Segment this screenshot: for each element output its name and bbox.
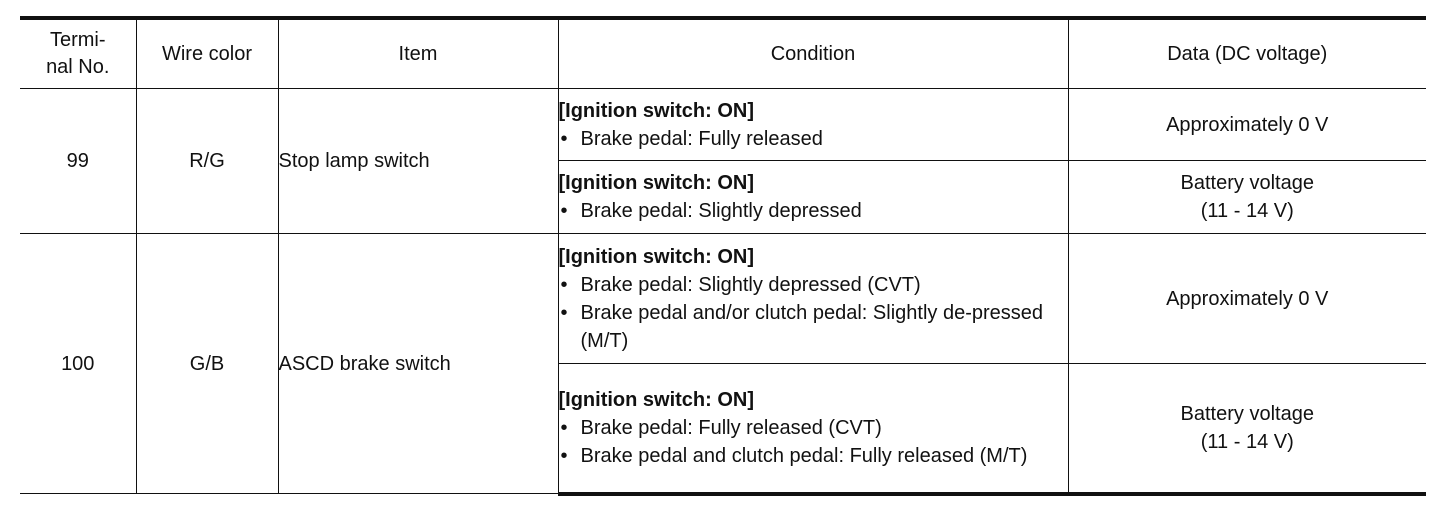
condition-bullet: • Brake pedal and/or clutch pedal: Slightly de-pressed (M/T)	[559, 299, 1068, 355]
data-value: Battery voltage	[1180, 172, 1314, 194]
header-terminal-no	[20, 18, 136, 89]
condition-cell	[558, 89, 1068, 161]
data-value-range: (11 - 14 V)	[1200, 200, 1294, 222]
condition-list	[559, 125, 1068, 153]
data-value-range: (11 - 14 V)	[1200, 430, 1294, 453]
data-value: Battery voltage	[1180, 402, 1314, 425]
condition-title: [Ignition switch: ON]	[558, 172, 755, 194]
condition-cell	[558, 234, 1068, 364]
condition-title: [Ignition switch: ON]	[558, 388, 755, 411]
condition-bullet: • Brake pedal and clutch pedal: Fully released (M/T)	[559, 442, 1068, 470]
terminal-no-cell: 99	[20, 89, 136, 234]
condition-bullet: • Brake pedal: Slightly depressed	[559, 197, 1068, 225]
item-cell: Stop lamp switch	[278, 89, 558, 234]
data-cell	[1068, 234, 1426, 364]
header-data: Data (DC voltage)	[1068, 18, 1426, 89]
header-condition: Condition	[558, 18, 1068, 89]
condition-cell	[558, 161, 1068, 234]
data-value: Approximately 0 V	[1166, 287, 1329, 310]
condition-list	[559, 271, 1068, 355]
header-item: Item	[278, 18, 558, 89]
condition-cell	[558, 364, 1068, 494]
data-cell	[1068, 364, 1426, 494]
header-terminal-line1: Termi-	[49, 29, 106, 51]
data-cell	[1068, 161, 1426, 234]
condition-title: [Ignition switch: ON]	[558, 99, 755, 122]
data-value: Approximately 0 V	[1166, 113, 1329, 136]
table-row	[20, 234, 1426, 364]
wire-color-cell: G/B	[136, 234, 278, 494]
condition-list	[559, 197, 1068, 225]
item-cell: ASCD brake switch	[278, 234, 558, 494]
header-terminal-line2: nal No.	[46, 56, 110, 78]
condition-list	[559, 414, 1068, 470]
condition-bullet: • Brake pedal: Fully released (CVT)	[559, 414, 1068, 442]
data-cell	[1068, 89, 1426, 161]
condition-bullet: • Brake pedal: Fully released	[559, 125, 1068, 153]
terminal-spec-table	[20, 16, 1426, 496]
condition-title: [Ignition switch: ON]	[558, 245, 755, 268]
header-row	[20, 18, 1426, 89]
wire-color-cell: R/G	[136, 89, 278, 234]
condition-bullet: • Brake pedal: Slightly depressed (CVT)	[559, 271, 1068, 299]
table-row	[20, 89, 1426, 161]
header-wire-color: Wire color	[136, 18, 278, 89]
terminal-no-cell: 100	[20, 234, 136, 494]
